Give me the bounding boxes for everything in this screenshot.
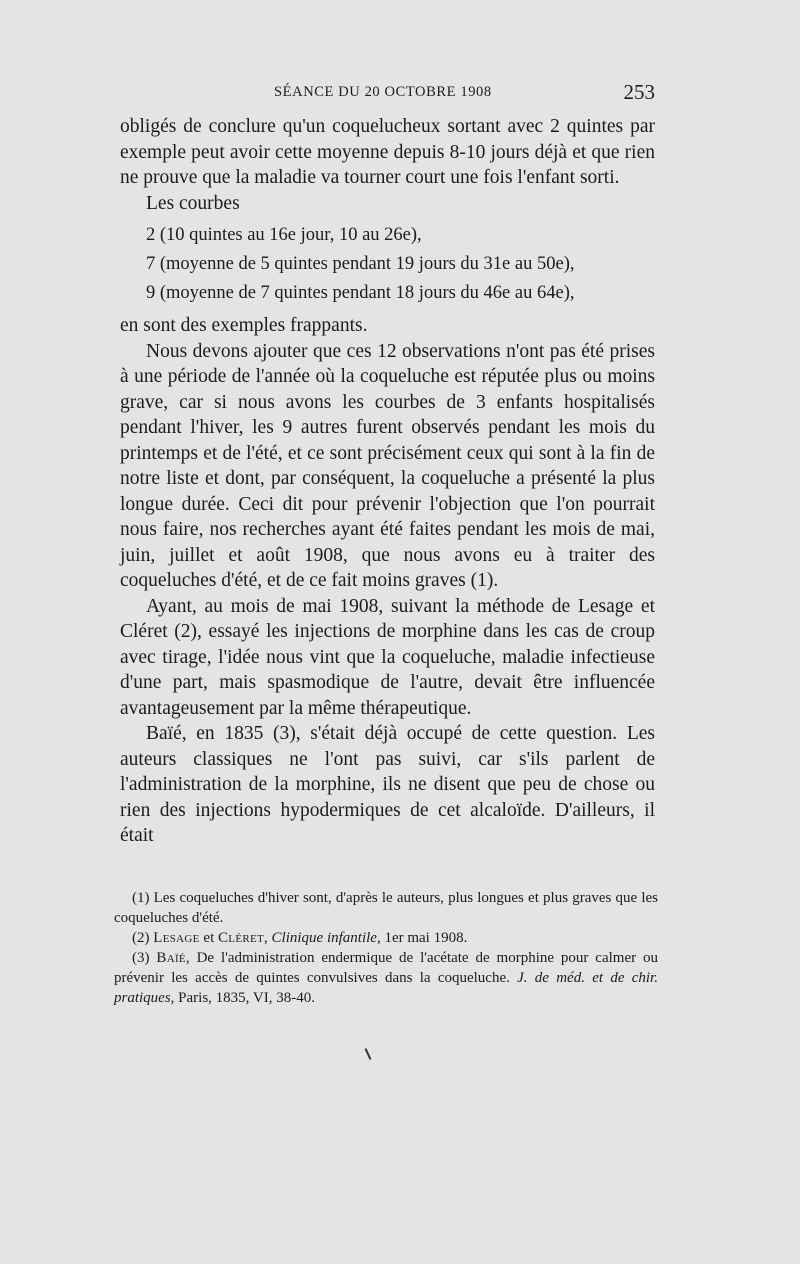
page-number: 253 [623, 80, 655, 104]
footnote-3 [114, 948, 658, 1008]
curve-list [146, 221, 655, 308]
footnote-2-connector: et [199, 930, 218, 946]
curve-item: 9 (moyenne de 7 quintes pendant 18 jours du 46e au 64e), [146, 283, 575, 303]
running-header [120, 80, 655, 106]
curve-item: 7 (moyenne de 5 quintes pendant 19 jours du 31e au 50e), [146, 254, 575, 274]
footnote-1: (1) Les coqueluches d'hiver sont, d'après le auteurs, plus longues et plus graves que les coqueluches d'été. [114, 890, 658, 926]
footnote-2-separator: , [264, 930, 272, 946]
stray-ink-mark [365, 1048, 372, 1060]
footnotes [114, 888, 658, 1008]
footnote-3-details: , Paris, 1835, VI, 38-40. [170, 990, 315, 1006]
footnote-3-number: (3) [132, 950, 157, 966]
paragraph-6: Baïé, en 1835 (3), s'était déjà occupé de cette question. Les auteurs classiques ne l'ont pas suivi, car s'ils parlent de l'administration de la morphine, ils ne disent que peu de chose ou rien des injections hypodermiques de cet alcaloïde. D'ailleurs, il était [120, 723, 655, 846]
paragraph-4: Nous devons ajouter que ces 12 observations n'ont pas été prises à une période de l'année où la coqueluche est réputée plus ou moins grave, car si nous avons les courbes de 3 enfants hospitalisés pendant l'hiver, les 9 autres furent observés pendant les mois du printemps et de l'été, et ce sont précisément ceux qui sont à la fin de notre liste et dont, par conséquent, la coqueluche a présenté la plus longue durée. Ceci dit pour prévenir l'objection que l'on pourrait nous faire, nos recherches ayant été faites pendant les mois de mai, juin, juillet et août 1908, que nous avons eu à traiter des coqueluches d'été, et de ce fait moins graves (1). [120, 340, 655, 591]
footnote-2-date: , 1er mai 1908. [376, 930, 468, 946]
footnote-2 [114, 928, 658, 948]
footnote-3-author: Baïé [156, 950, 186, 966]
paragraph-1: obligés de conclure qu'un coquelucheux sortant avec 2 quintes par exemple peut avoir cette moyenne depuis 8-10 jours déjà et que rien ne prouve que la maladie va tourner court une fois l'enfant sorti. [120, 116, 655, 188]
footnote-2-author-1: Lesage [153, 930, 200, 946]
paragraph-2: Les courbes [146, 192, 240, 214]
footnote-2-number: (2) [132, 930, 154, 946]
running-title: SÉANCE DU 20 OCTOBRE 1908 [274, 84, 492, 100]
footnote-2-author-2: Cléret [218, 930, 265, 946]
footnote-3-title: , De l'administration endermique de l'acétate de morphine pour calmer ou prévenir les accès de quintes convulsives dans la coqueluche. [114, 950, 658, 986]
paragraph-5: Ayant, au mois de mai 1908, suivant la méthode de Lesage et Cléret (2), essayé les injections de morphine dans les cas de croup avec tirage, l'idée nous vint que la coqueluche, maladie infectieuse d'une part, mais spasmodique de l'autre, devait être influencée avantageusement par la même thérapeutique. [120, 595, 655, 719]
footnote-3-journal: J. de méd. et de chir. pratiques [114, 970, 658, 1006]
paragraph-3: en sont des exemples frappants. [120, 315, 368, 336]
curve-item: 2 (10 quintes au 16e jour, 10 au 26e), [146, 225, 422, 245]
footnote-2-journal: Clinique infantile [271, 930, 377, 946]
main-text [120, 114, 655, 849]
